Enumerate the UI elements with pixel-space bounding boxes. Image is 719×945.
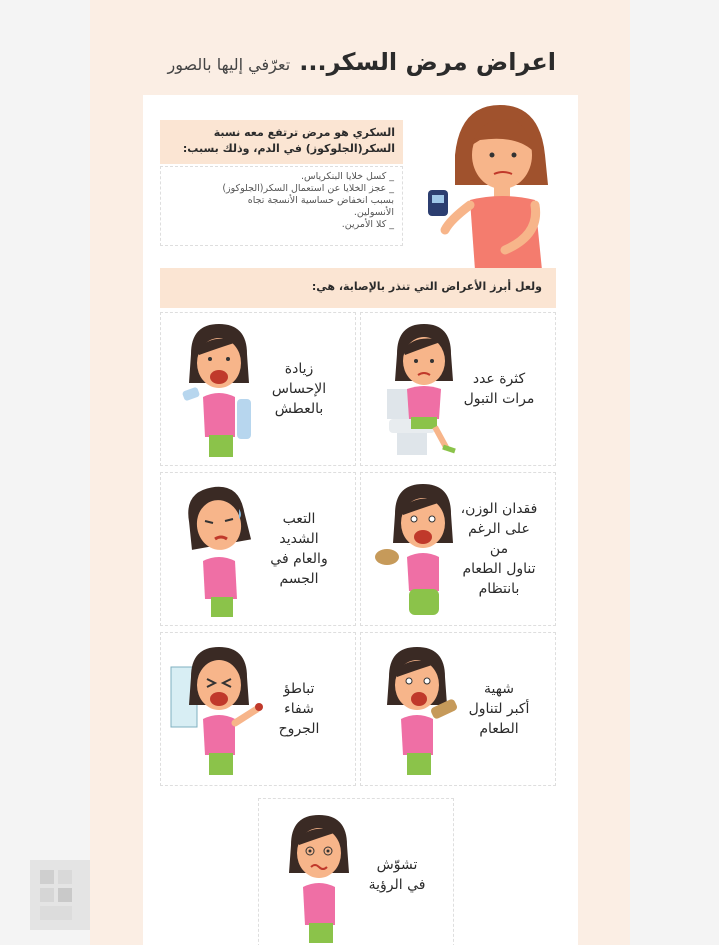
cause-item: بسبب انخفاض حساسية الأنسجة تجاه [247,195,394,206]
definition-causes [160,166,403,246]
symptom-card-urination [360,312,556,466]
symptoms-heading: ولعل أبرز الأعراض التي تنذر بالإصابة، هي: [160,268,556,308]
symptom-label: شهية أكبر لتناول الطعام [468,681,530,737]
woman-glucose-meter-icon [420,100,560,270]
title-main: اعراض مرض السكر... [299,48,556,76]
eating-woman-icon [369,479,469,621]
symptom-label: التعب الشديد والعام في الجسم [270,511,328,587]
symptom-card-thirst [160,312,356,466]
symptom-label: تشوّش في الرؤية [368,857,426,893]
wound-woman-icon [169,639,269,781]
cause-item: _ عجز الخلايا عن استعمال السكر(الجلوكوز) [222,183,394,194]
toilet-woman-icon [369,319,469,461]
cause-item: الأنسولين. [353,207,394,218]
title-subtitle: تعرّفي إليها بالصور [167,55,291,74]
hungry-woman-icon [369,639,469,781]
dizzy-woman-icon [267,805,367,945]
symptom-card-fatigue [160,472,356,626]
symptom-label: كثرة عدد مرات التبول [463,371,535,407]
definition-heading: السكري هو مرض ترتفع معه نسبة السكر(الجلوكوز) في الدم، وذلك بسبب: [160,120,403,164]
symptom-label: فقدان الوزن، على الرغم من تناول الطعام بانتظام [460,501,538,597]
symptom-card-wounds [160,632,356,786]
symptom-label: زيادة الإحساس بالعطش [271,361,327,417]
symptom-card-vision [258,798,454,945]
thirsty-woman-icon [169,319,269,461]
symptom-card-appetite [360,632,556,786]
symptom-card-weight-loss [360,472,556,626]
cause-item: _ كلا الأمرين. [341,219,394,230]
tired-woman-icon [169,479,269,621]
symptom-label: تباطؤ شفاء الجروح [278,681,320,737]
page-title [143,48,578,90]
cause-item: _ كسل خلايا البنكرياس. [301,171,394,182]
blurred-logo-icon [30,860,90,930]
